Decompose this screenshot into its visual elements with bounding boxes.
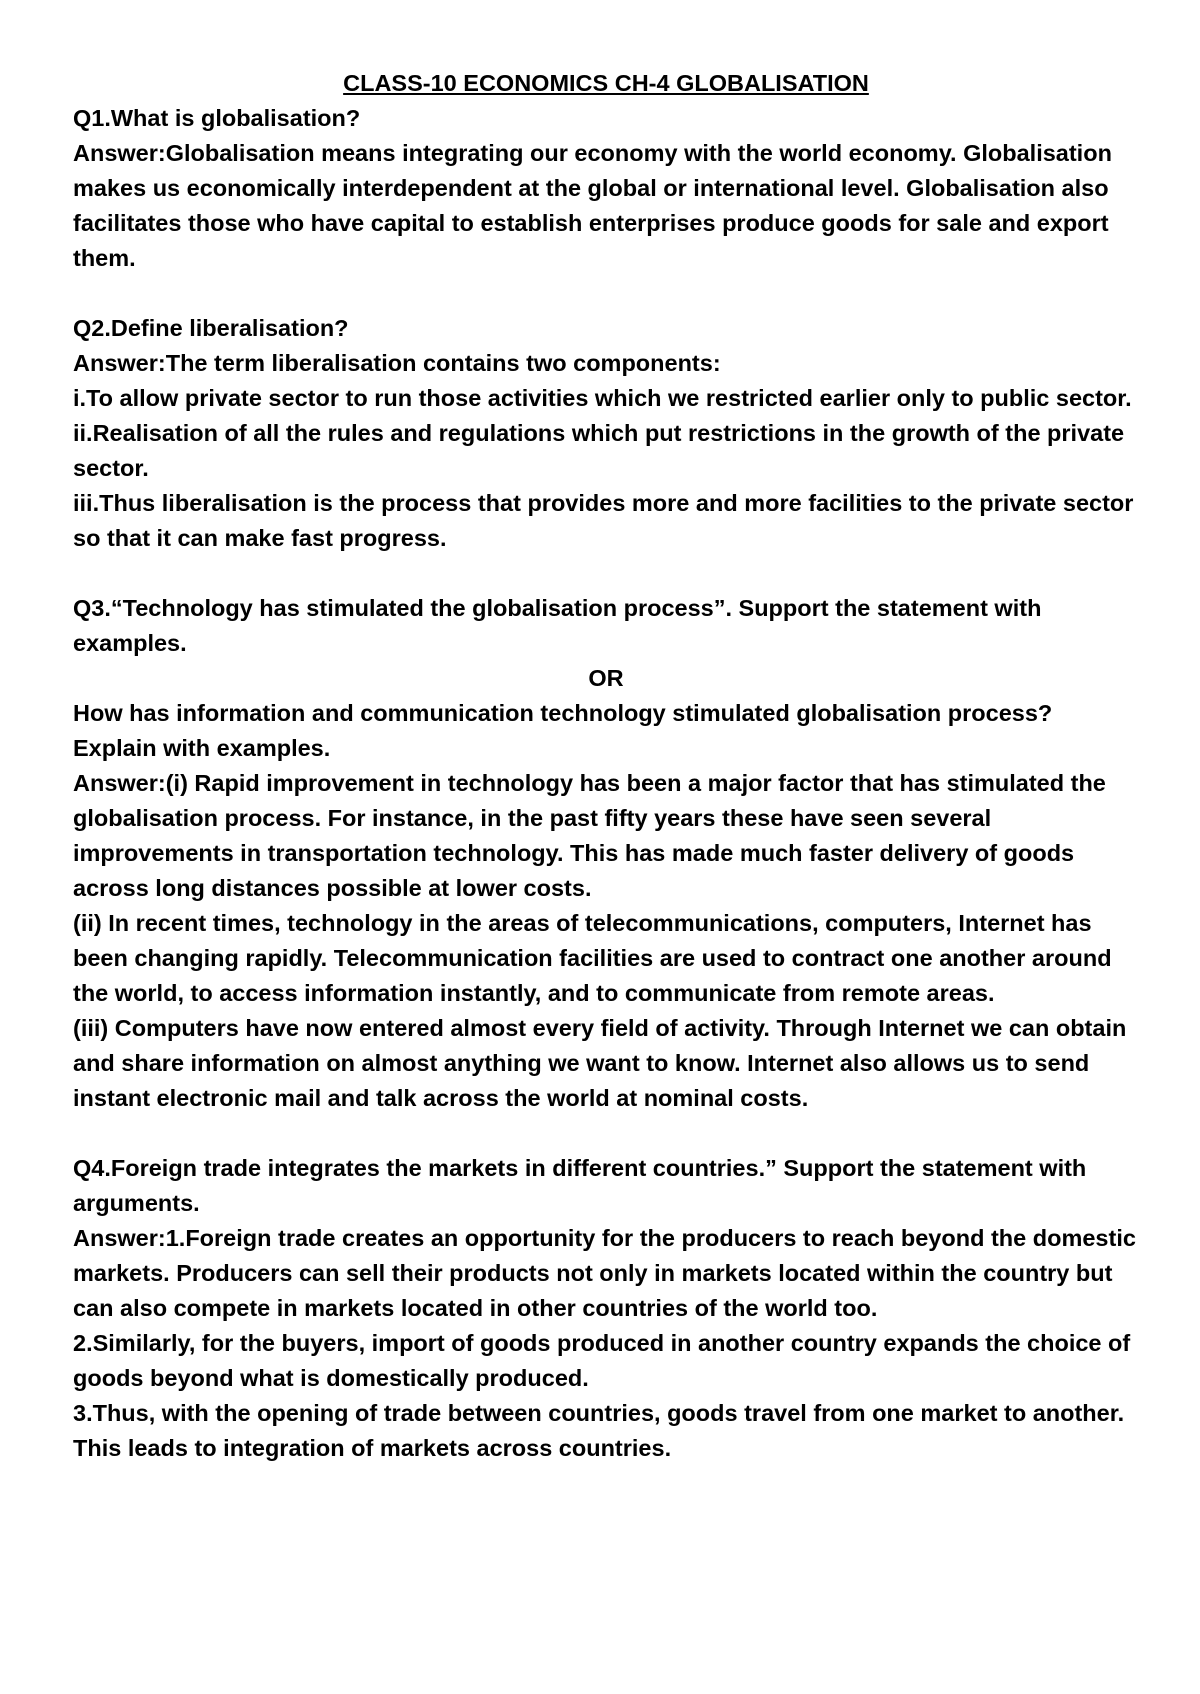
answer-3-point: (ii) In recent times, technology in the areas of telecommunications, computers, Internet has been changing rapidly. Telecommunication facilities are used to contract one another around the world, to access information instantly, and to communicate from remote areas. bbox=[73, 910, 1112, 1006]
question-block-3 bbox=[73, 591, 1139, 1116]
question-1: Q1.What is globalisation? bbox=[73, 105, 361, 131]
page-title: CLASS-10 ECONOMICS CH-4 GLOBALISATION bbox=[343, 70, 869, 96]
answer-4-point: 2.Similarly, for the buyers, import of goods produced in another country expands the choice of goods beyond what is domestically produced. bbox=[73, 1330, 1131, 1391]
spacer bbox=[73, 556, 1139, 591]
question-2: Q2.Define liberalisation? bbox=[73, 315, 349, 341]
answer-2-point: ii.Realisation of all the rules and regulations which put restrictions in the growth of the private sector. bbox=[73, 420, 1125, 481]
or-separator: OR bbox=[588, 665, 624, 691]
question-block-2 bbox=[73, 311, 1139, 556]
answer-4-point: Answer:1.Foreign trade creates an opportunity for the producers to reach beyond the domestic markets. Producers can sell their products not only in markets located within the country but can also compete in markets located in other countries of the world too. bbox=[73, 1225, 1136, 1321]
answer-3-point: (iii) Computers have now entered almost every field of activity. Through Internet we can obtain and share information on almost anything we want to know. Internet also allows us to send instant electronic mail and talk across the world at nominal costs. bbox=[73, 1015, 1127, 1111]
answer-3-point: Answer:(i) Rapid improvement in technology has been a major factor that has stimulated the globalisation process. For instance, in the past fifty years these have seen several improvements in transportation technology. This has made much faster delivery of goods across long distances possible at lower costs. bbox=[73, 770, 1106, 901]
question-3-alternate: How has information and communication technology stimulated globalisation process? Explain with examples. bbox=[73, 700, 1053, 761]
spacer bbox=[73, 1116, 1139, 1151]
answer-2-point: i.To allow private sector to run those activities which we restricted earlier only to public sector. bbox=[73, 385, 1132, 411]
answer-2-intro: Answer:The term liberalisation contains two components: bbox=[73, 350, 721, 376]
document-page bbox=[73, 66, 1139, 1466]
answer-4-point: 3.Thus, with the opening of trade between countries, goods travel from one market to another. This leads to integration of markets across countries. bbox=[73, 1400, 1125, 1461]
question-4: Q4.Foreign trade integrates the markets in different countries.” Support the statement with arguments. bbox=[73, 1155, 1087, 1216]
question-3: Q3.“Technology has stimulated the globalisation process”. Support the statement with examples. bbox=[73, 595, 1042, 656]
question-block-1 bbox=[73, 101, 1139, 276]
answer-1: Answer:Globalisation means integrating our economy with the world economy. Globalisation makes us economically interdependent at the global or international level. Globalisation also facilitates those who have capital to establish enterprises produce goods for sale and export them. bbox=[73, 140, 1112, 271]
question-block-4 bbox=[73, 1151, 1139, 1466]
answer-2-point: iii.Thus liberalisation is the process that provides more and more facilities to the private sector so that it can make fast progress. bbox=[73, 490, 1134, 551]
spacer bbox=[73, 276, 1139, 311]
